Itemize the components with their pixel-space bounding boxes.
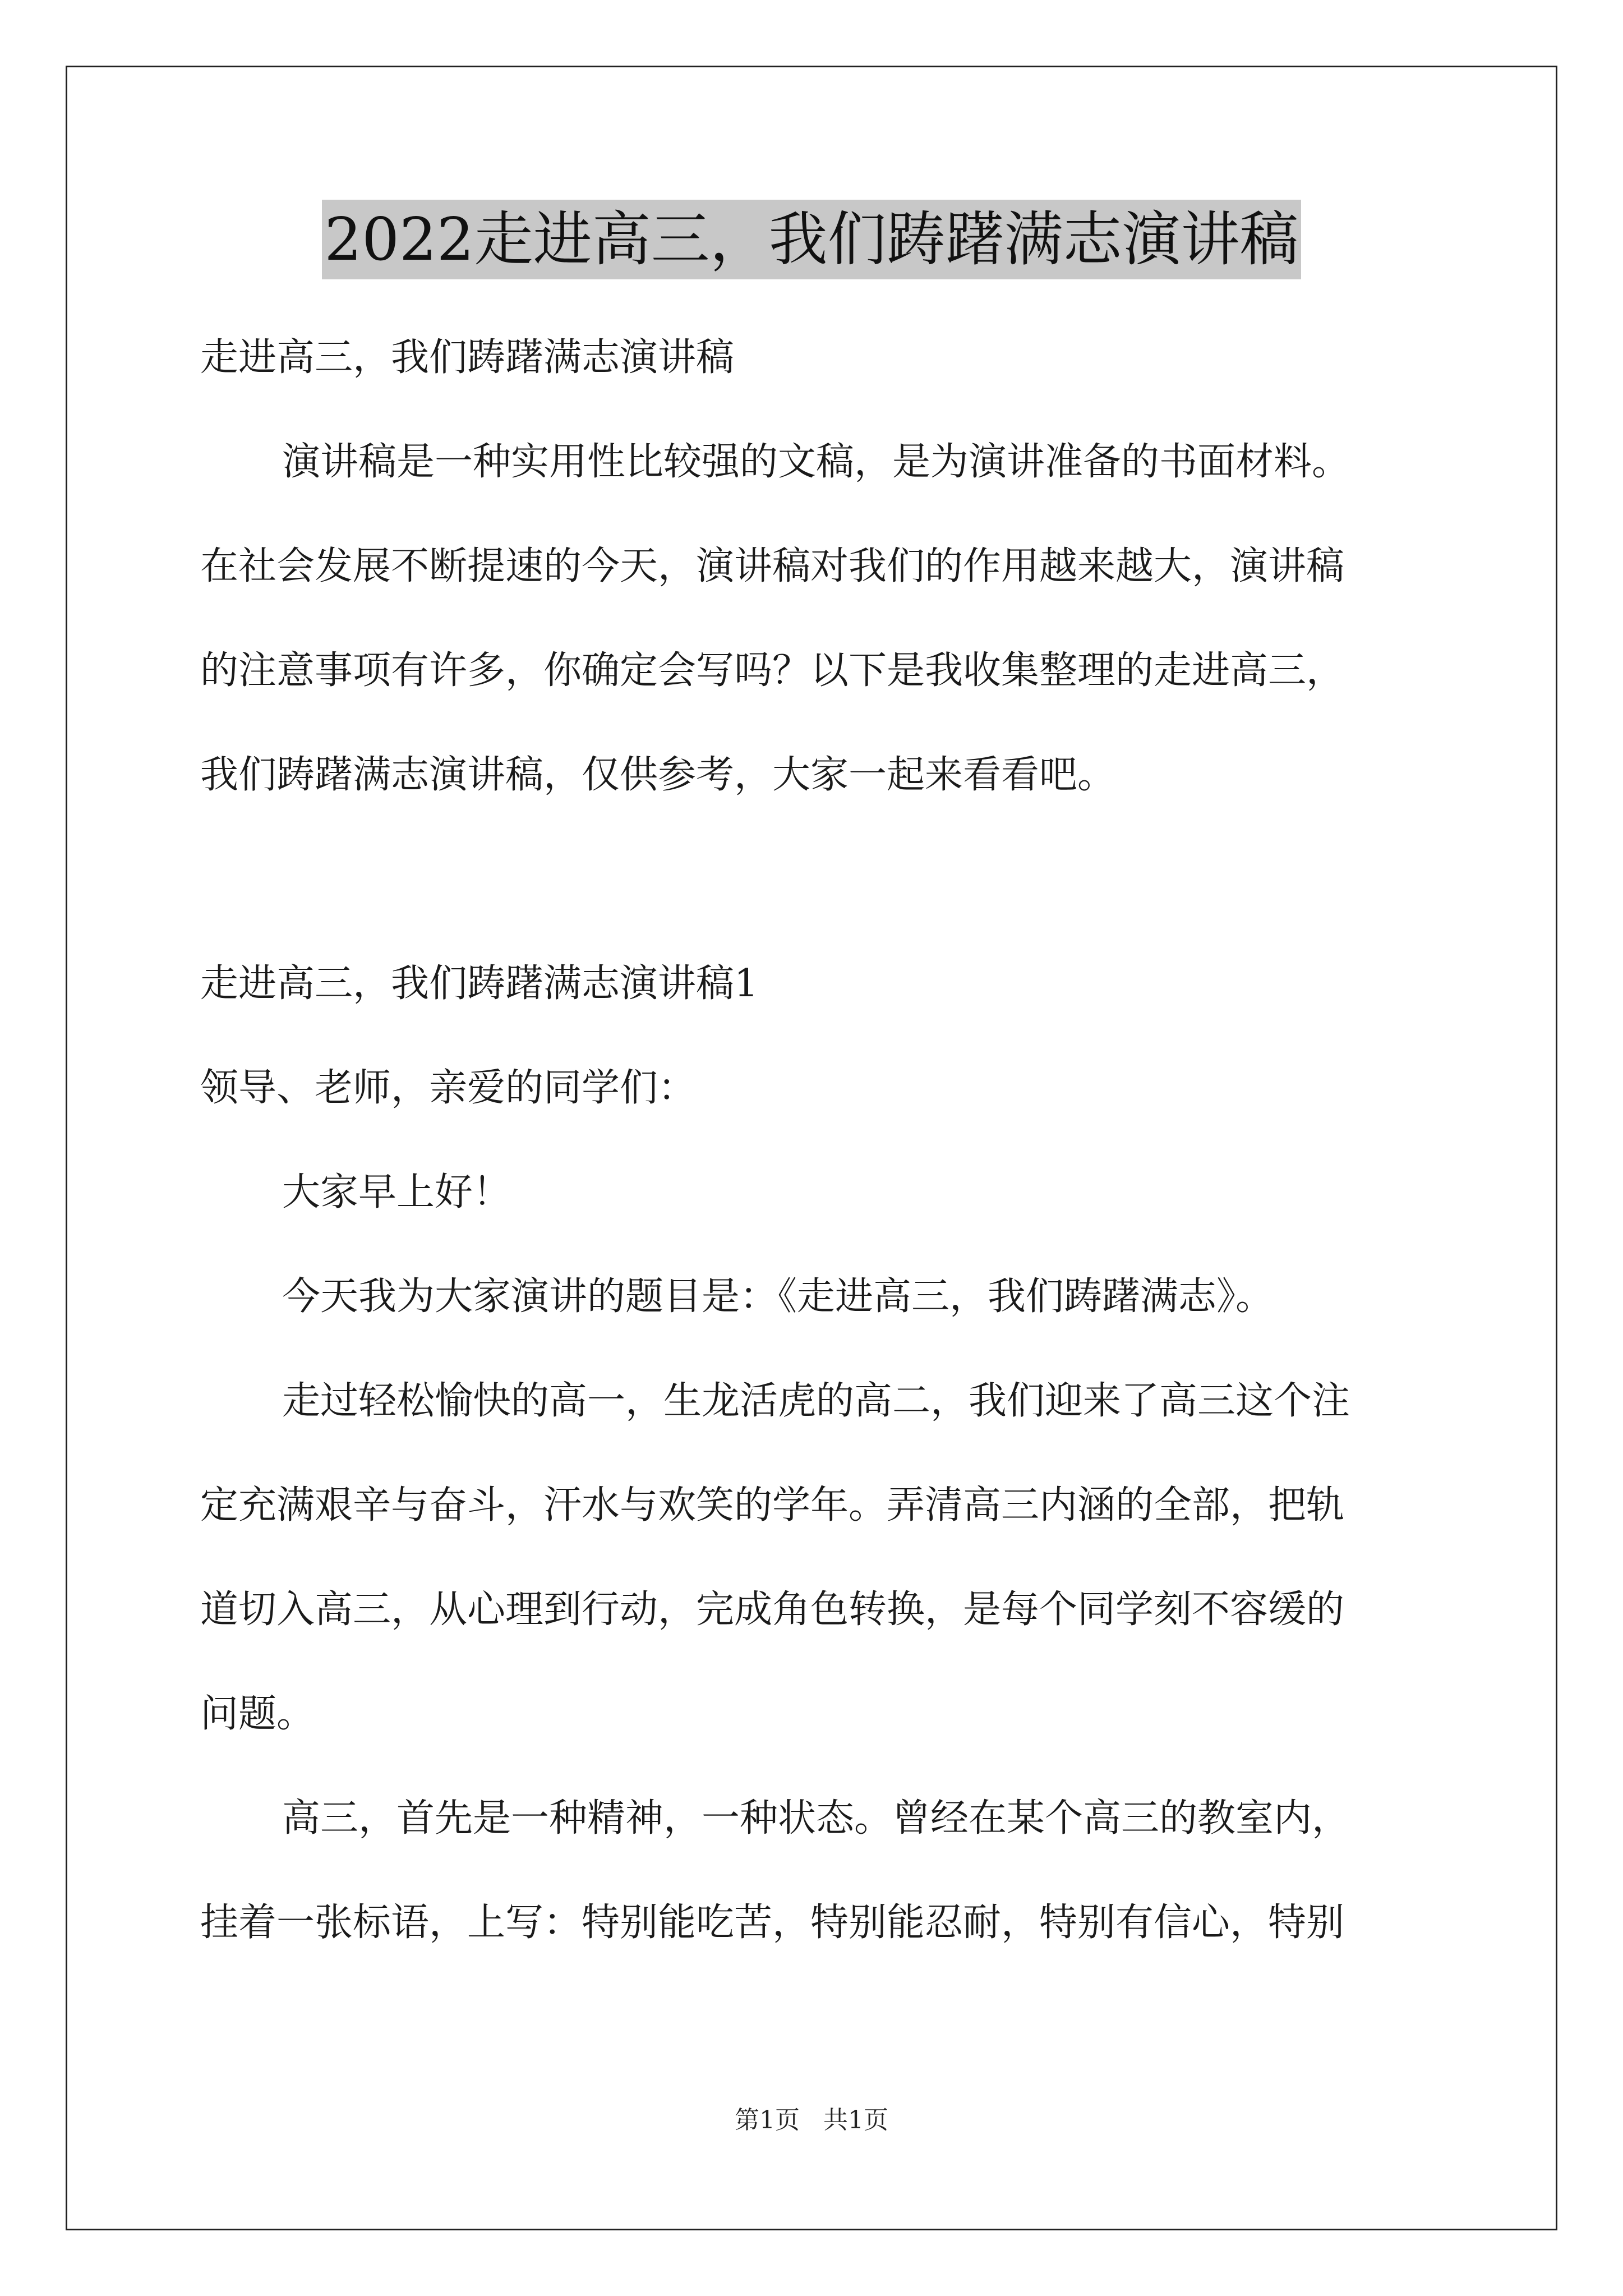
paragraph-line: 演讲稿是一种实用性比较强的文稿，是为演讲准备的书面材料。 (282, 440, 1350, 484)
document-title: 2022走进高三，我们踌躇满志演讲稿 (322, 200, 1301, 279)
paragraph-line: 高三，首先是一种精神，一种状态。曾经在某个高三的教室内， (282, 1796, 1350, 1841)
paragraph-line: 今天我为大家演讲的题目是：《走进高三，我们踌躇满志》。 (282, 1274, 1274, 1319)
paragraph-line: 我们踌躇满志演讲稿，仅供参考，大家一起来看看吧。 (200, 753, 1116, 797)
paragraph-line: 走过轻松愉快的高一，生龙活虎的高二，我们迎来了高三这个注 (282, 1379, 1350, 1423)
salutation-line: 领导、老师，亲爱的同学们： (200, 1066, 697, 1110)
title-container (0, 200, 1623, 279)
paragraph-line: 的注意事项有许多，你确定会写吗？以下是我收集整理的走进高三， (200, 648, 1345, 693)
page-number-footer: 第1页 共1页 (735, 2106, 888, 2134)
subtitle-line: 走进高三，我们踌躇满志演讲稿 (200, 335, 735, 380)
section-heading: 走进高三，我们踌躇满志演讲稿1 (200, 961, 759, 1006)
greeting-line: 大家早上好！ (282, 1170, 511, 1214)
blank-line (200, 827, 1434, 932)
paragraph-line: 定充满艰辛与奋斗，汗水与欢笑的学年。弄清高三内涵的全部，把轨 (200, 1483, 1345, 1527)
document-body (200, 306, 1434, 1975)
paragraph-line: 道切入高三，从心理到行动，完成角色转换，是每个同学刻不容缓的 (200, 1588, 1345, 1632)
paragraph-line: 问题。 (200, 1692, 315, 1736)
paragraph-line: 在社会发展不断提速的今天，演讲稿对我们的作用越来越大，演讲稿 (200, 544, 1345, 588)
paragraph-line: 挂着一张标语，上写：特别能吃苦，特别能忍耐，特别有信心，特别 (200, 1901, 1345, 1945)
